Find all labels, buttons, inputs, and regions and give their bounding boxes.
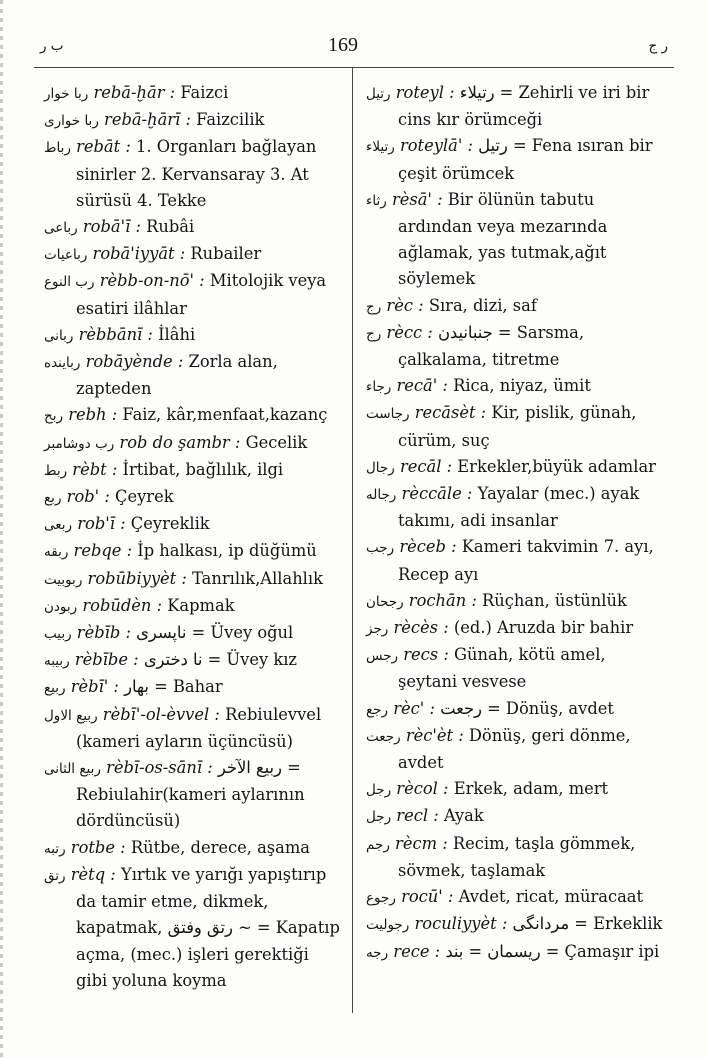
entry-arabic: رب دوشامبر — [44, 435, 115, 452]
dictionary-entry — [44, 430, 344, 457]
entry-arabic: رجحان — [366, 593, 404, 610]
entry-arabic: ربيع — [44, 680, 66, 697]
dictionary-entry — [366, 939, 666, 966]
entry-arabic: رجاء — [366, 379, 392, 396]
dictionary-entry — [366, 373, 666, 400]
entry-arabic: رجە — [366, 944, 389, 961]
entry-definition: Rubâi — [146, 217, 195, 237]
entry-transliteration: robā'ī : — [82, 217, 141, 237]
entry-transliteration: rob' : — [66, 487, 110, 507]
dictionary-entry — [44, 107, 344, 134]
dictionary-entry — [366, 642, 666, 695]
dictionary-entry — [44, 566, 344, 593]
entry-definition: جنبانيدن = Sarsma, çalkalama, titretme — [398, 322, 585, 370]
entry-definition: Avdet, ricat, müracaat — [458, 887, 644, 907]
entry-definition: Yayalar (mec.) ayak takımı, adi insanlar — [398, 484, 640, 531]
entry-transliteration: rochān : — [408, 590, 477, 610]
entry-transliteration: rebqe : — [73, 541, 133, 561]
dictionary-entry — [44, 862, 344, 994]
entry-definition: Rebiulevvel (kameri ayların üçüncüsü) — [76, 704, 322, 751]
entry-definition: Faizci — [180, 83, 229, 102]
entry-definition: Dönüş, geri dönme, avdet — [398, 725, 631, 773]
entry-definition: Mitolojik veya esatiri ilâhlar — [76, 271, 327, 318]
entry-transliteration: recs : — [403, 645, 449, 665]
dictionary-entry — [44, 484, 344, 511]
page-header — [0, 30, 708, 70]
entry-transliteration: robā'iyyāt : — [92, 244, 186, 264]
page-edge — [0, 0, 3, 1058]
entry-arabic: ربا خوار — [44, 86, 89, 102]
dictionary-entry — [44, 674, 344, 701]
entry-definition: Kameri takvimin 7. ayı, Recep ayı — [398, 537, 654, 584]
entry-definition: مردانگى = Erkeklik — [512, 914, 663, 934]
entry-arabic: رجع — [366, 701, 389, 718]
entry-transliteration: rebāt : — [76, 137, 131, 157]
entry-definition: İlâhi — [158, 324, 196, 344]
dictionary-entry — [44, 835, 344, 862]
entry-transliteration: rècm : — [395, 833, 448, 853]
entry-arabic: رج — [366, 298, 382, 315]
entry-arabic: ربا خوارى — [44, 113, 99, 130]
entry-transliteration: rèbīb : — [76, 623, 131, 643]
dictionary-entry — [44, 647, 344, 674]
entry-definition: Erkekler,büyük adamlar — [457, 456, 656, 476]
dictionary-entry — [44, 620, 344, 647]
entry-arabic: رتيلاء — [366, 139, 395, 156]
entry-transliteration: rèbbānī : — [78, 324, 153, 344]
dictionary-entry — [44, 214, 344, 241]
dictionary-entry — [44, 134, 344, 214]
entry-arabic: رجوع — [366, 890, 396, 907]
entry-arabic: رجب — [366, 540, 395, 557]
entry-definition: İp halkası, ip düğümü — [137, 541, 317, 561]
entry-definition: Faizcilik — [196, 110, 265, 130]
entry-arabic: ربيب — [44, 626, 72, 643]
entry-transliteration: rece : — [393, 941, 441, 961]
entry-arabic: رجعت — [366, 728, 401, 745]
dictionary-entry — [44, 322, 344, 349]
entry-arabic: رجم — [366, 836, 390, 853]
entry-transliteration: rètq : — [70, 864, 116, 884]
dictionary-entry — [366, 133, 666, 186]
entry-definition: ريسمان = بند = Çamaşır ipi — [445, 941, 660, 961]
entry-transliteration: robūdèn : — [82, 595, 163, 615]
entry-definition: Bir ölünün tabutu ardından veya mezarında ağlamak, yas tutmak,ağıt söylemek — [398, 189, 608, 289]
entry-definition: ناپسرى = Üvey oğul — [136, 623, 294, 643]
entry-arabic: رجال — [366, 459, 395, 476]
entry-definition: İrtibat, bağlılık, ilgi — [122, 459, 284, 479]
dictionary-entry — [44, 511, 344, 538]
page-number: 169 — [328, 34, 358, 56]
entry-transliteration: recā' : — [396, 376, 448, 396]
entry-transliteration: rèbībe : — [74, 650, 139, 670]
entry-transliteration: rèc'èt : — [405, 725, 464, 745]
entry-arabic: رجل — [366, 809, 392, 826]
entry-transliteration: rèccāle : — [401, 484, 473, 504]
dictionary-entry — [366, 293, 666, 320]
entry-definition: Recim, taşla gömmek, sövmek, taşlamak — [398, 833, 636, 880]
header-left-letters: ب ر — [40, 38, 64, 54]
dictionary-entry — [44, 241, 344, 268]
entry-transliteration: rob do şambr : — [119, 432, 241, 452]
entry-arabic: ربيبە — [44, 653, 70, 670]
entry-definition: Çeyreklik — [130, 514, 210, 534]
entry-arabic: رباط — [44, 140, 71, 157]
entry-definition: (ed.) Aruzda bir bahir — [453, 618, 634, 638]
entry-transliteration: rèbt : — [72, 459, 118, 479]
entry-arabic: ربانى — [44, 327, 74, 344]
entry-definition: Sıra, dizi, saf — [428, 295, 537, 315]
entry-arabic: رباعى — [44, 220, 78, 237]
dictionary-entry — [366, 776, 666, 803]
dictionary-entry — [366, 320, 666, 373]
entry-transliteration: rècc : — [386, 322, 433, 342]
entry-transliteration: roteyl : — [395, 83, 455, 102]
dictionary-entry — [366, 400, 666, 453]
entry-arabic: رج — [366, 325, 382, 342]
entry-arabic: ربط — [44, 462, 68, 479]
dictionary-entry — [44, 755, 344, 835]
entry-transliteration: rèbī'-ol-èvvel : — [102, 704, 220, 724]
entry-definition: ربيع الآخر = Rebiulahir(kameri aylarının dördüncüsü) — [76, 758, 305, 831]
entry-transliteration: rèc : — [386, 295, 424, 315]
entry-definition: Rüçhan, üstünlük — [482, 590, 627, 610]
entry-transliteration: rècol : — [396, 779, 449, 799]
entry-definition: رتيلاء = Zehirli ve iri bir cins kır örümceği — [398, 83, 650, 130]
entry-definition: Faiz, kâr,menfaat,kazanç — [122, 405, 328, 425]
column-divider — [352, 68, 353, 1013]
dictionary-entry — [44, 268, 344, 321]
dictionary-entry — [44, 702, 344, 755]
entry-arabic: رجاست — [366, 406, 410, 423]
dictionary-entry — [366, 831, 666, 884]
entry-definition: بهار = Bahar — [124, 677, 223, 697]
entry-transliteration: recāl : — [399, 456, 453, 476]
entry-transliteration: robāyènde : — [85, 352, 184, 372]
dictionary-entry — [366, 803, 666, 830]
entry-arabic: رجس — [366, 648, 399, 665]
dictionary-entry — [366, 481, 666, 534]
entry-transliteration: rècès : — [393, 618, 449, 638]
entry-arabic: رتق — [44, 867, 66, 884]
entry-arabic: ربعى — [44, 517, 73, 534]
entry-definition: نا دخترى = Üvey kız — [143, 650, 298, 670]
entry-definition: Çeyrek — [115, 487, 174, 507]
entry-definition: Kapmak — [167, 595, 235, 615]
entry-transliteration: rocū' : — [401, 887, 454, 907]
entry-transliteration: rèbī-os-sānī : — [106, 758, 213, 778]
entry-definition: Yırtık ve yarığı yapıştırıp da tamir etme, dikmek, kapatmak, رتق وفتق ~ = Kapatıp açma, (mec.) işleri gerektiği gibi yoluna koyma — [76, 864, 340, 990]
entry-arabic: رجز — [366, 621, 389, 638]
entry-definition: Zorla alan, zapteden — [76, 352, 278, 399]
header-rule — [34, 67, 674, 68]
entry-definition: Rica, niyaz, ümit — [453, 376, 591, 396]
entry-transliteration: rebā-ḫār : — [93, 83, 176, 102]
entry-transliteration: recāsèt : — [414, 403, 487, 423]
dictionary-entry — [366, 696, 666, 723]
entry-arabic: رجالە — [366, 487, 397, 504]
dictionary-entry — [366, 884, 666, 911]
entry-transliteration: roculiyyèt : — [414, 914, 508, 934]
entry-transliteration: rebā-ḫārī : — [104, 110, 191, 130]
dictionary-entry — [44, 593, 344, 620]
entry-transliteration: rèsā' : — [391, 189, 443, 209]
entry-arabic: ربايندە — [44, 355, 81, 372]
entry-arabic: ربوبيت — [44, 571, 83, 588]
entry-arabic: رجوليت — [366, 917, 410, 934]
entry-transliteration: recl : — [396, 806, 439, 826]
entry-arabic: ربع — [44, 490, 62, 507]
left-column — [44, 80, 344, 994]
entry-arabic: رتبە — [44, 840, 66, 857]
entry-arabic: ربيع الاول — [44, 707, 98, 724]
entry-arabic: رب النوع — [44, 274, 95, 291]
entry-transliteration: rebh : — [68, 405, 118, 425]
entry-transliteration: rob'ī : — [77, 514, 126, 534]
entry-definition: Tanrılık,Allahlık — [192, 568, 323, 588]
entry-transliteration: rèbī' : — [70, 677, 119, 697]
entry-transliteration: roteylā' : — [399, 136, 473, 156]
dictionary-entry — [366, 187, 666, 293]
dictionary-entry — [44, 402, 344, 429]
entry-definition: Gecelik — [245, 432, 308, 452]
entry-arabic: رجل — [366, 782, 392, 799]
entry-arabic: ربيع الثانى — [44, 761, 101, 778]
entry-definition: رجعت = Dönüş, avdet — [440, 698, 614, 718]
entry-arabic: ربودن — [44, 598, 78, 615]
entry-transliteration: robūbiyyèt : — [87, 568, 187, 588]
dictionary-entry — [366, 534, 666, 587]
entry-arabic: ربقە — [44, 544, 69, 561]
entry-definition: Erkek, adam, mert — [453, 779, 609, 799]
dictionary-entry — [366, 615, 666, 642]
dictionary-entry — [366, 454, 666, 481]
entry-transliteration: rèc' : — [393, 698, 435, 718]
entry-arabic: رثاء — [366, 192, 387, 209]
right-column — [366, 80, 666, 966]
entry-definition: Günah, kötü amel, şeytani vesvese — [398, 645, 606, 692]
entry-arabic: رباعيات — [44, 247, 88, 264]
entry-transliteration: rotbe : — [70, 837, 126, 857]
dictionary-entry — [44, 457, 344, 484]
dictionary-entry — [44, 349, 344, 402]
entry-definition: Rubailer — [190, 244, 262, 264]
entry-definition: رتيل = Fena ısıran bir çeşit örümcek — [398, 136, 653, 183]
header-right-letters: ر ج — [648, 38, 668, 54]
dictionary-entry — [366, 911, 666, 938]
entry-definition: Rütbe, derece, aşama — [130, 837, 311, 857]
dictionary-entry — [366, 723, 666, 776]
entry-transliteration: rèbb-on-nō' : — [99, 271, 205, 291]
entry-definition: Ayak — [443, 806, 484, 826]
entry-definition: 1. Organları bağlayan sinirler 2. Kervansaray 3. At sürüsü 4. Tekke — [76, 137, 317, 210]
dictionary-entry — [44, 538, 344, 565]
entry-transliteration: rèceb : — [399, 537, 457, 557]
entry-arabic: رتيل — [366, 86, 391, 102]
entry-arabic: ربح — [44, 408, 63, 425]
entry-definition: Kir, pislik, günah, cürüm, suç — [398, 403, 637, 450]
dictionary-entry — [44, 80, 344, 107]
dictionary-entry — [366, 80, 666, 133]
dictionary-entry — [366, 588, 666, 615]
